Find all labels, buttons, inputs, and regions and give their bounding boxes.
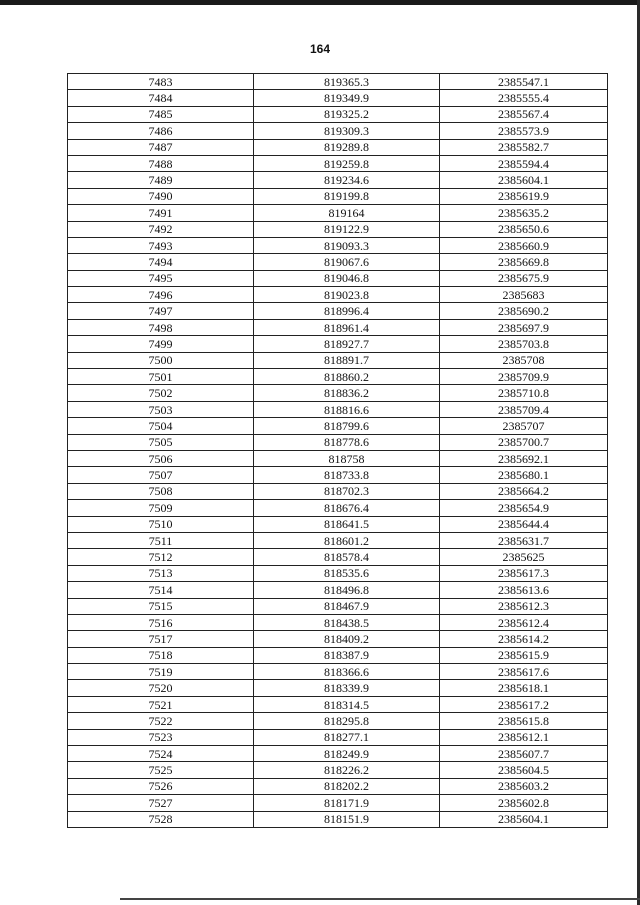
table-row [68, 729, 608, 745]
table-row [68, 647, 608, 663]
y-coordinate-cell: 2385709.4 [440, 401, 608, 417]
y-coordinate-cell: 2385680.1 [440, 467, 608, 483]
x-coordinate-cell: 819067.6 [254, 254, 440, 270]
x-coordinate-cell: 818996.4 [254, 303, 440, 319]
point-number-cell: 7515 [68, 598, 254, 614]
point-number-cell: 7516 [68, 614, 254, 630]
x-coordinate-cell: 818927.7 [254, 336, 440, 352]
table-row [68, 483, 608, 499]
x-coordinate-cell: 819122.9 [254, 221, 440, 237]
y-coordinate-cell: 2385675.9 [440, 270, 608, 286]
x-coordinate-cell: 818535.6 [254, 565, 440, 581]
x-coordinate-cell: 819325.2 [254, 106, 440, 122]
table-row [68, 254, 608, 270]
point-number-cell: 7522 [68, 713, 254, 729]
point-number-cell: 7493 [68, 237, 254, 253]
y-coordinate-cell: 2385603.2 [440, 778, 608, 794]
point-number-cell: 7501 [68, 369, 254, 385]
point-number-cell: 7488 [68, 155, 254, 171]
x-coordinate-cell: 818339.9 [254, 680, 440, 696]
point-number-cell: 7504 [68, 418, 254, 434]
point-number-cell: 7507 [68, 467, 254, 483]
point-number-cell: 7492 [68, 221, 254, 237]
y-coordinate-cell: 2385703.8 [440, 336, 608, 352]
point-number-cell: 7490 [68, 188, 254, 204]
point-number-cell: 7508 [68, 483, 254, 499]
table-row [68, 139, 608, 155]
point-number-cell: 7485 [68, 106, 254, 122]
y-coordinate-cell: 2385617.2 [440, 696, 608, 712]
table-row [68, 401, 608, 417]
point-number-cell: 7512 [68, 549, 254, 565]
point-number-cell: 7496 [68, 287, 254, 303]
table-row [68, 614, 608, 630]
point-number-cell: 7523 [68, 729, 254, 745]
y-coordinate-cell: 2385631.7 [440, 532, 608, 548]
table-row [68, 631, 608, 647]
y-coordinate-cell: 2385612.3 [440, 598, 608, 614]
x-coordinate-cell: 818387.9 [254, 647, 440, 663]
table-row [68, 336, 608, 352]
point-number-cell: 7509 [68, 500, 254, 516]
x-coordinate-cell: 818249.9 [254, 746, 440, 762]
point-number-cell: 7506 [68, 450, 254, 466]
x-coordinate-cell: 818816.6 [254, 401, 440, 417]
table-row [68, 795, 608, 811]
table-row [68, 287, 608, 303]
x-coordinate-cell: 818578.4 [254, 549, 440, 565]
y-coordinate-cell: 2385602.8 [440, 795, 608, 811]
y-coordinate-cell: 2385690.2 [440, 303, 608, 319]
y-coordinate-cell: 2385708 [440, 352, 608, 368]
table-row [68, 319, 608, 335]
table-row [68, 418, 608, 434]
y-coordinate-cell: 2385625 [440, 549, 608, 565]
point-number-cell: 7525 [68, 762, 254, 778]
point-number-cell: 7527 [68, 795, 254, 811]
x-coordinate-cell: 818891.7 [254, 352, 440, 368]
x-coordinate-cell: 818961.4 [254, 319, 440, 335]
table-row [68, 565, 608, 581]
point-number-cell: 7518 [68, 647, 254, 663]
y-coordinate-cell: 2385594.4 [440, 155, 608, 171]
point-number-cell: 7517 [68, 631, 254, 647]
x-coordinate-cell: 818226.2 [254, 762, 440, 778]
y-coordinate-cell: 2385700.7 [440, 434, 608, 450]
table-row [68, 746, 608, 762]
point-number-cell: 7513 [68, 565, 254, 581]
point-number-cell: 7503 [68, 401, 254, 417]
y-coordinate-cell: 2385660.9 [440, 237, 608, 253]
x-coordinate-cell: 819259.8 [254, 155, 440, 171]
point-number-cell: 7520 [68, 680, 254, 696]
table-row [68, 172, 608, 188]
point-number-cell: 7524 [68, 746, 254, 762]
x-coordinate-cell: 818601.2 [254, 532, 440, 548]
scan-edge-top [0, 0, 640, 5]
y-coordinate-cell: 2385709.9 [440, 369, 608, 385]
table-row [68, 713, 608, 729]
point-number-cell: 7495 [68, 270, 254, 286]
point-number-cell: 7484 [68, 90, 254, 106]
table-row [68, 123, 608, 139]
point-number-cell: 7519 [68, 664, 254, 680]
x-coordinate-cell: 818171.9 [254, 795, 440, 811]
y-coordinate-cell: 2385555.4 [440, 90, 608, 106]
point-number-cell: 7528 [68, 811, 254, 827]
table-row [68, 680, 608, 696]
y-coordinate-cell: 2385650.6 [440, 221, 608, 237]
x-coordinate-cell: 818314.5 [254, 696, 440, 712]
y-coordinate-cell: 2385618.1 [440, 680, 608, 696]
y-coordinate-cell: 2385619.9 [440, 188, 608, 204]
table-row [68, 532, 608, 548]
x-coordinate-cell: 818836.2 [254, 385, 440, 401]
x-coordinate-cell: 818409.2 [254, 631, 440, 647]
y-coordinate-cell: 2385617.3 [440, 565, 608, 581]
table-row [68, 500, 608, 516]
coordinates-table-body [68, 74, 608, 828]
point-number-cell: 7498 [68, 319, 254, 335]
table-row [68, 385, 608, 401]
x-coordinate-cell: 819349.9 [254, 90, 440, 106]
page-number: 164 [309, 42, 331, 56]
table-row [68, 696, 608, 712]
point-number-cell: 7510 [68, 516, 254, 532]
y-coordinate-cell: 2385710.8 [440, 385, 608, 401]
y-coordinate-cell: 2385614.2 [440, 631, 608, 647]
coordinates-table [67, 73, 608, 828]
x-coordinate-cell: 818277.1 [254, 729, 440, 745]
scan-edge-bottom [120, 898, 640, 900]
table-row [68, 270, 608, 286]
table-row [68, 188, 608, 204]
table-row [68, 303, 608, 319]
table-row [68, 811, 608, 827]
table-row [68, 74, 608, 90]
point-number-cell: 7521 [68, 696, 254, 712]
x-coordinate-cell: 818860.2 [254, 369, 440, 385]
x-coordinate-cell: 819199.8 [254, 188, 440, 204]
x-coordinate-cell: 819023.8 [254, 287, 440, 303]
y-coordinate-cell: 2385604.5 [440, 762, 608, 778]
point-number-cell: 7497 [68, 303, 254, 319]
y-coordinate-cell: 2385692.1 [440, 450, 608, 466]
y-coordinate-cell: 2385607.7 [440, 746, 608, 762]
point-number-cell: 7514 [68, 582, 254, 598]
x-coordinate-cell: 818676.4 [254, 500, 440, 516]
x-coordinate-cell: 819164 [254, 205, 440, 221]
point-number-cell: 7511 [68, 532, 254, 548]
table-row [68, 516, 608, 532]
point-number-cell: 7483 [68, 74, 254, 90]
y-coordinate-cell: 2385683 [440, 287, 608, 303]
y-coordinate-cell: 2385613.6 [440, 582, 608, 598]
x-coordinate-cell: 818151.9 [254, 811, 440, 827]
table-row [68, 90, 608, 106]
x-coordinate-cell: 818641.5 [254, 516, 440, 532]
table-row [68, 352, 608, 368]
x-coordinate-cell: 819309.3 [254, 123, 440, 139]
y-coordinate-cell: 2385664.2 [440, 483, 608, 499]
point-number-cell: 7489 [68, 172, 254, 188]
x-coordinate-cell: 819234.6 [254, 172, 440, 188]
y-coordinate-cell: 2385635.2 [440, 205, 608, 221]
y-coordinate-cell: 2385612.1 [440, 729, 608, 745]
x-coordinate-cell: 819093.3 [254, 237, 440, 253]
x-coordinate-cell: 818758 [254, 450, 440, 466]
y-coordinate-cell: 2385604.1 [440, 172, 608, 188]
point-number-cell: 7499 [68, 336, 254, 352]
table-row [68, 582, 608, 598]
y-coordinate-cell: 2385615.8 [440, 713, 608, 729]
x-coordinate-cell: 818496.8 [254, 582, 440, 598]
point-number-cell: 7526 [68, 778, 254, 794]
x-coordinate-cell: 819365.3 [254, 74, 440, 90]
table-row [68, 237, 608, 253]
x-coordinate-cell: 818295.8 [254, 713, 440, 729]
point-number-cell: 7500 [68, 352, 254, 368]
x-coordinate-cell: 818702.3 [254, 483, 440, 499]
y-coordinate-cell: 2385615.9 [440, 647, 608, 663]
table-row [68, 450, 608, 466]
y-coordinate-cell: 2385604.1 [440, 811, 608, 827]
y-coordinate-cell: 2385547.1 [440, 74, 608, 90]
x-coordinate-cell: 818733.8 [254, 467, 440, 483]
y-coordinate-cell: 2385612.4 [440, 614, 608, 630]
table-row [68, 106, 608, 122]
x-coordinate-cell: 818778.6 [254, 434, 440, 450]
y-coordinate-cell: 2385617.6 [440, 664, 608, 680]
table-row [68, 434, 608, 450]
point-number-cell: 7487 [68, 139, 254, 155]
table-row [68, 762, 608, 778]
x-coordinate-cell: 818438.5 [254, 614, 440, 630]
y-coordinate-cell: 2385567.4 [440, 106, 608, 122]
x-coordinate-cell: 819289.8 [254, 139, 440, 155]
table-row [68, 369, 608, 385]
point-number-cell: 7494 [68, 254, 254, 270]
table-row [68, 664, 608, 680]
point-number-cell: 7505 [68, 434, 254, 450]
y-coordinate-cell: 2385669.8 [440, 254, 608, 270]
table-row [68, 467, 608, 483]
y-coordinate-cell: 2385582.7 [440, 139, 608, 155]
x-coordinate-cell: 818467.9 [254, 598, 440, 614]
x-coordinate-cell: 819046.8 [254, 270, 440, 286]
point-number-cell: 7491 [68, 205, 254, 221]
y-coordinate-cell: 2385697.9 [440, 319, 608, 335]
table-row [68, 155, 608, 171]
x-coordinate-cell: 818202.2 [254, 778, 440, 794]
table-row [68, 598, 608, 614]
x-coordinate-cell: 818799.6 [254, 418, 440, 434]
y-coordinate-cell: 2385644.4 [440, 516, 608, 532]
table-row [68, 221, 608, 237]
table-row [68, 205, 608, 221]
y-coordinate-cell: 2385654.9 [440, 500, 608, 516]
point-number-cell: 7502 [68, 385, 254, 401]
table-row [68, 549, 608, 565]
y-coordinate-cell: 2385573.9 [440, 123, 608, 139]
table-row [68, 778, 608, 794]
point-number-cell: 7486 [68, 123, 254, 139]
x-coordinate-cell: 818366.6 [254, 664, 440, 680]
y-coordinate-cell: 2385707 [440, 418, 608, 434]
